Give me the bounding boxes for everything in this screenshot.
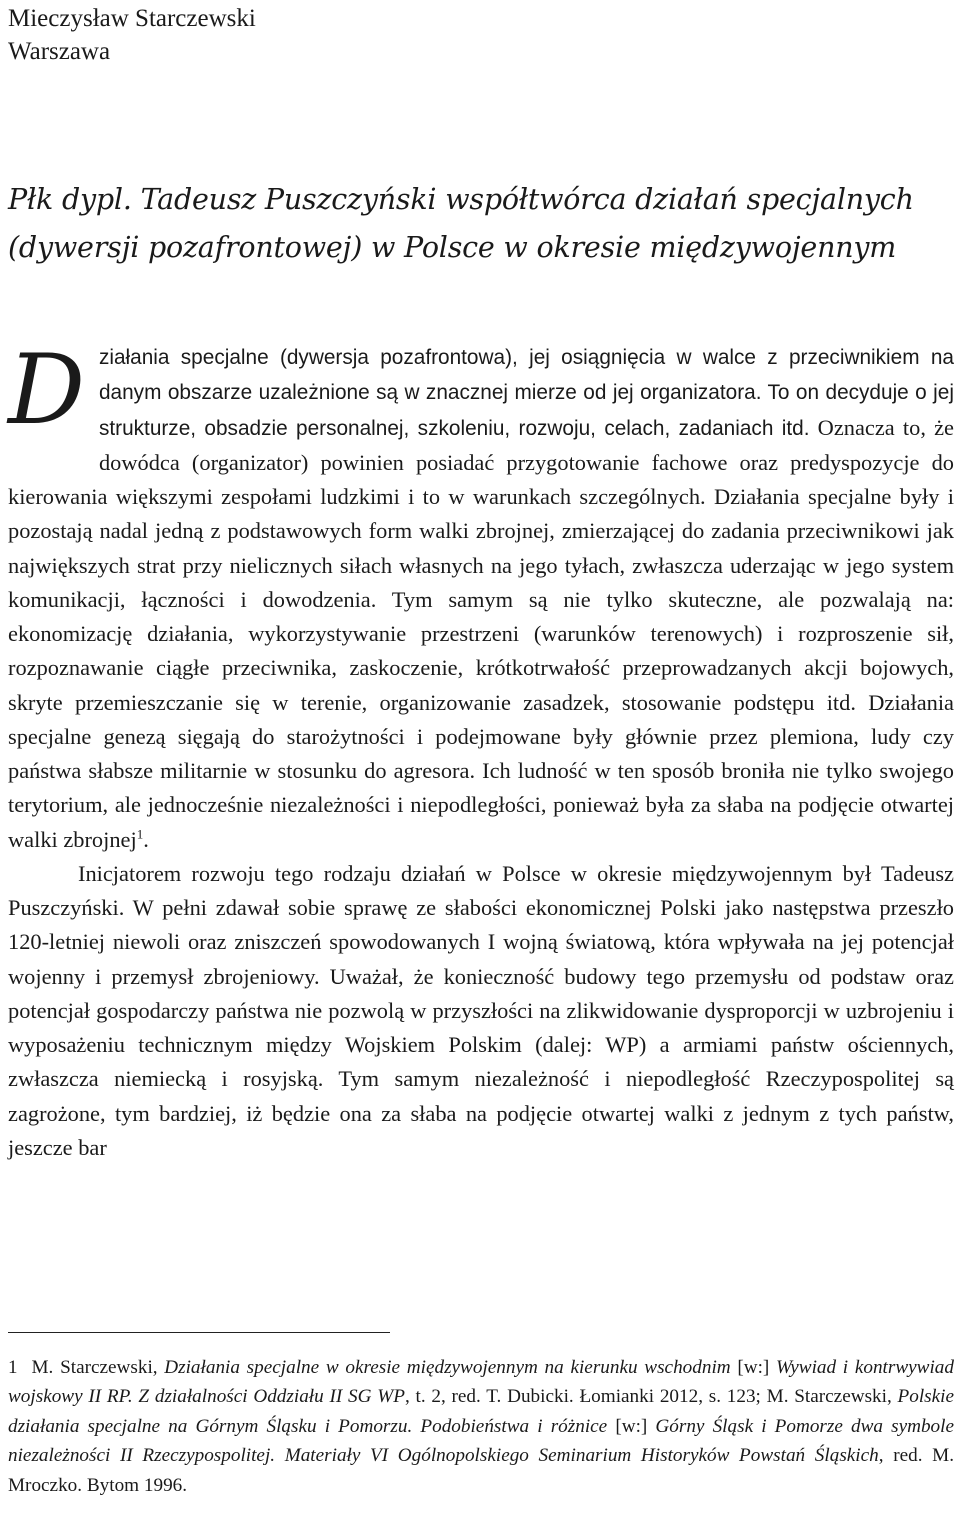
footnote-text: , t. 2, red. T. Dubicki. Łomianki 2012, s. 123; M. Starczewski, (404, 1386, 898, 1408)
article-title (8, 176, 956, 272)
title-line-2: (dywersji pozafrontowej) w Polsce w okresie międzywojennym (8, 231, 897, 264)
footnote-separator (8, 1332, 390, 1333)
title-line-1: Płk dypl. Tadeusz Puszczyński współtwórca działań specjalnych (8, 183, 914, 216)
footnote-work-title: Polskie działania specjalne na Górnym Śląsku i Pomorzu. Podobieństwa i różnice (8, 1386, 954, 1437)
paragraph-1 (8, 334, 954, 857)
paragraph-1-intro: ziałania specjalne (dywersja pozafrontowa), jej osiągnięcia w walce z przeciwnikiem na danym obszarze uzależnione są w znacznej mierze od jej organizatora. To on decyduje o jej strukturze, obsadzie personalnej, szkoleniu, rozwoju, celach, zadaniach itd. (98, 346, 954, 440)
footnote-text: M. Starczewski, (31, 1357, 165, 1378)
author-place: Warszawa (8, 38, 111, 65)
footnote-work-title: Działania specjalne w okresie międzywojennym na kierunku wschodnim (164, 1357, 731, 1378)
footnote-number: 1 (8, 1357, 18, 1378)
paragraph-1-end: . (143, 826, 149, 852)
footnote-work-title: Górny Śląsk i Pomorze dwa symbole niezależności II Rzeczypospolitej. Materiały VI Ogólnopolskiego Seminarium Historyków Powstań Śląskich (8, 1415, 955, 1467)
footnote-reference[interactable]: 1 (136, 826, 144, 842)
footnote-text: [w:] (730, 1357, 777, 1378)
footnote-text: , red. M. Mroczko. Bytom 1996. (8, 1445, 954, 1496)
author-name: Mieczysław Starczewski (8, 5, 256, 32)
body-text (8, 334, 954, 1165)
paragraph-2: Inicjatorem rozwoju tego rodzaju działań w Polsce w okresie międzywojennym był Tadeusz Puszczyński. W pełni zdawał sobie sprawę ze słabości ekonomicznej Polski jako następstwa przeszło 120-letniej niewoli oraz zniszczeń spowodowanych I wojną światową, która wpływała na jej potencjał wojenny i przemysł zbrojeniowy. Uważał, że konieczność budowy tego przemysłu od podstaw oraz potencjał gospodarczy państwa nie pozwolą w przyszłości na zlikwidowanie dysproporcji w uzbrojeniu i wyposażeniu technicznym między Wojskiem Polskim (dalej: WP) a armiami państw ościennych, zwłaszcza niemiecką i rosyjską. Tym samym niezależność i niepodległość Rzeczypospolitej są zagrożone, tym bardziej, iż będzie ona za słaba na podjęcie otwartej walki z jednym z tych państw, jeszcze bar (8, 860, 954, 1160)
footnote (8, 1353, 954, 1500)
footnote-work-title: Wywiad i kontrwywiad wojskowy II RP. Z działalności Oddziału II SG WP (8, 1357, 954, 1408)
author-block (8, 2, 256, 68)
footnote-text: [w:] (607, 1415, 656, 1437)
paragraph-1-body: Oznacza to, że dowódca (organizator) powinien posiadać przygotowanie fachowe oraz predyspozycje do kierowania większymi zespołami ludzkimi i to w warunkach szczególnych. Działania specjalne były i pozostają nadal jedną z podstawowych form walki zbrojnej, zmierzającej do zadania przeciwnikowi jak największych strat przy nielicznych siłach własnych na jego tyłach, zwłaszcza uderzając w jego system komunikacji, łączności i dowodzenia. Tym samym są nie tylko skuteczne, ale pozwalają na: ekonomizację działania, wykorzystywanie przestrzeni (warunków terenowych) i rozproszenie sił, rozpoznawanie ciągłe przeciwnika, zaskoczenie, krótkotrwałość przeprowadzanych akcji bojowych, skryte przemieszczanie się w terenie, organizowanie zasadzek, stosowanie podstępu itd. Działania specjalne genezą sięgają do starożytności i podejmowane były głównie przez plemiona, ludy czy państwa słabsze militarnie w stosunku do agresora. Ich ludność w ten sposób broniła nie tylko swojego terytorium, ale jednocześnie niezależności i niepodległości, ponieważ była za słaba na podjęcie otwartej walki zbrojnej (8, 414, 954, 852)
drop-cap: D (8, 334, 85, 446)
